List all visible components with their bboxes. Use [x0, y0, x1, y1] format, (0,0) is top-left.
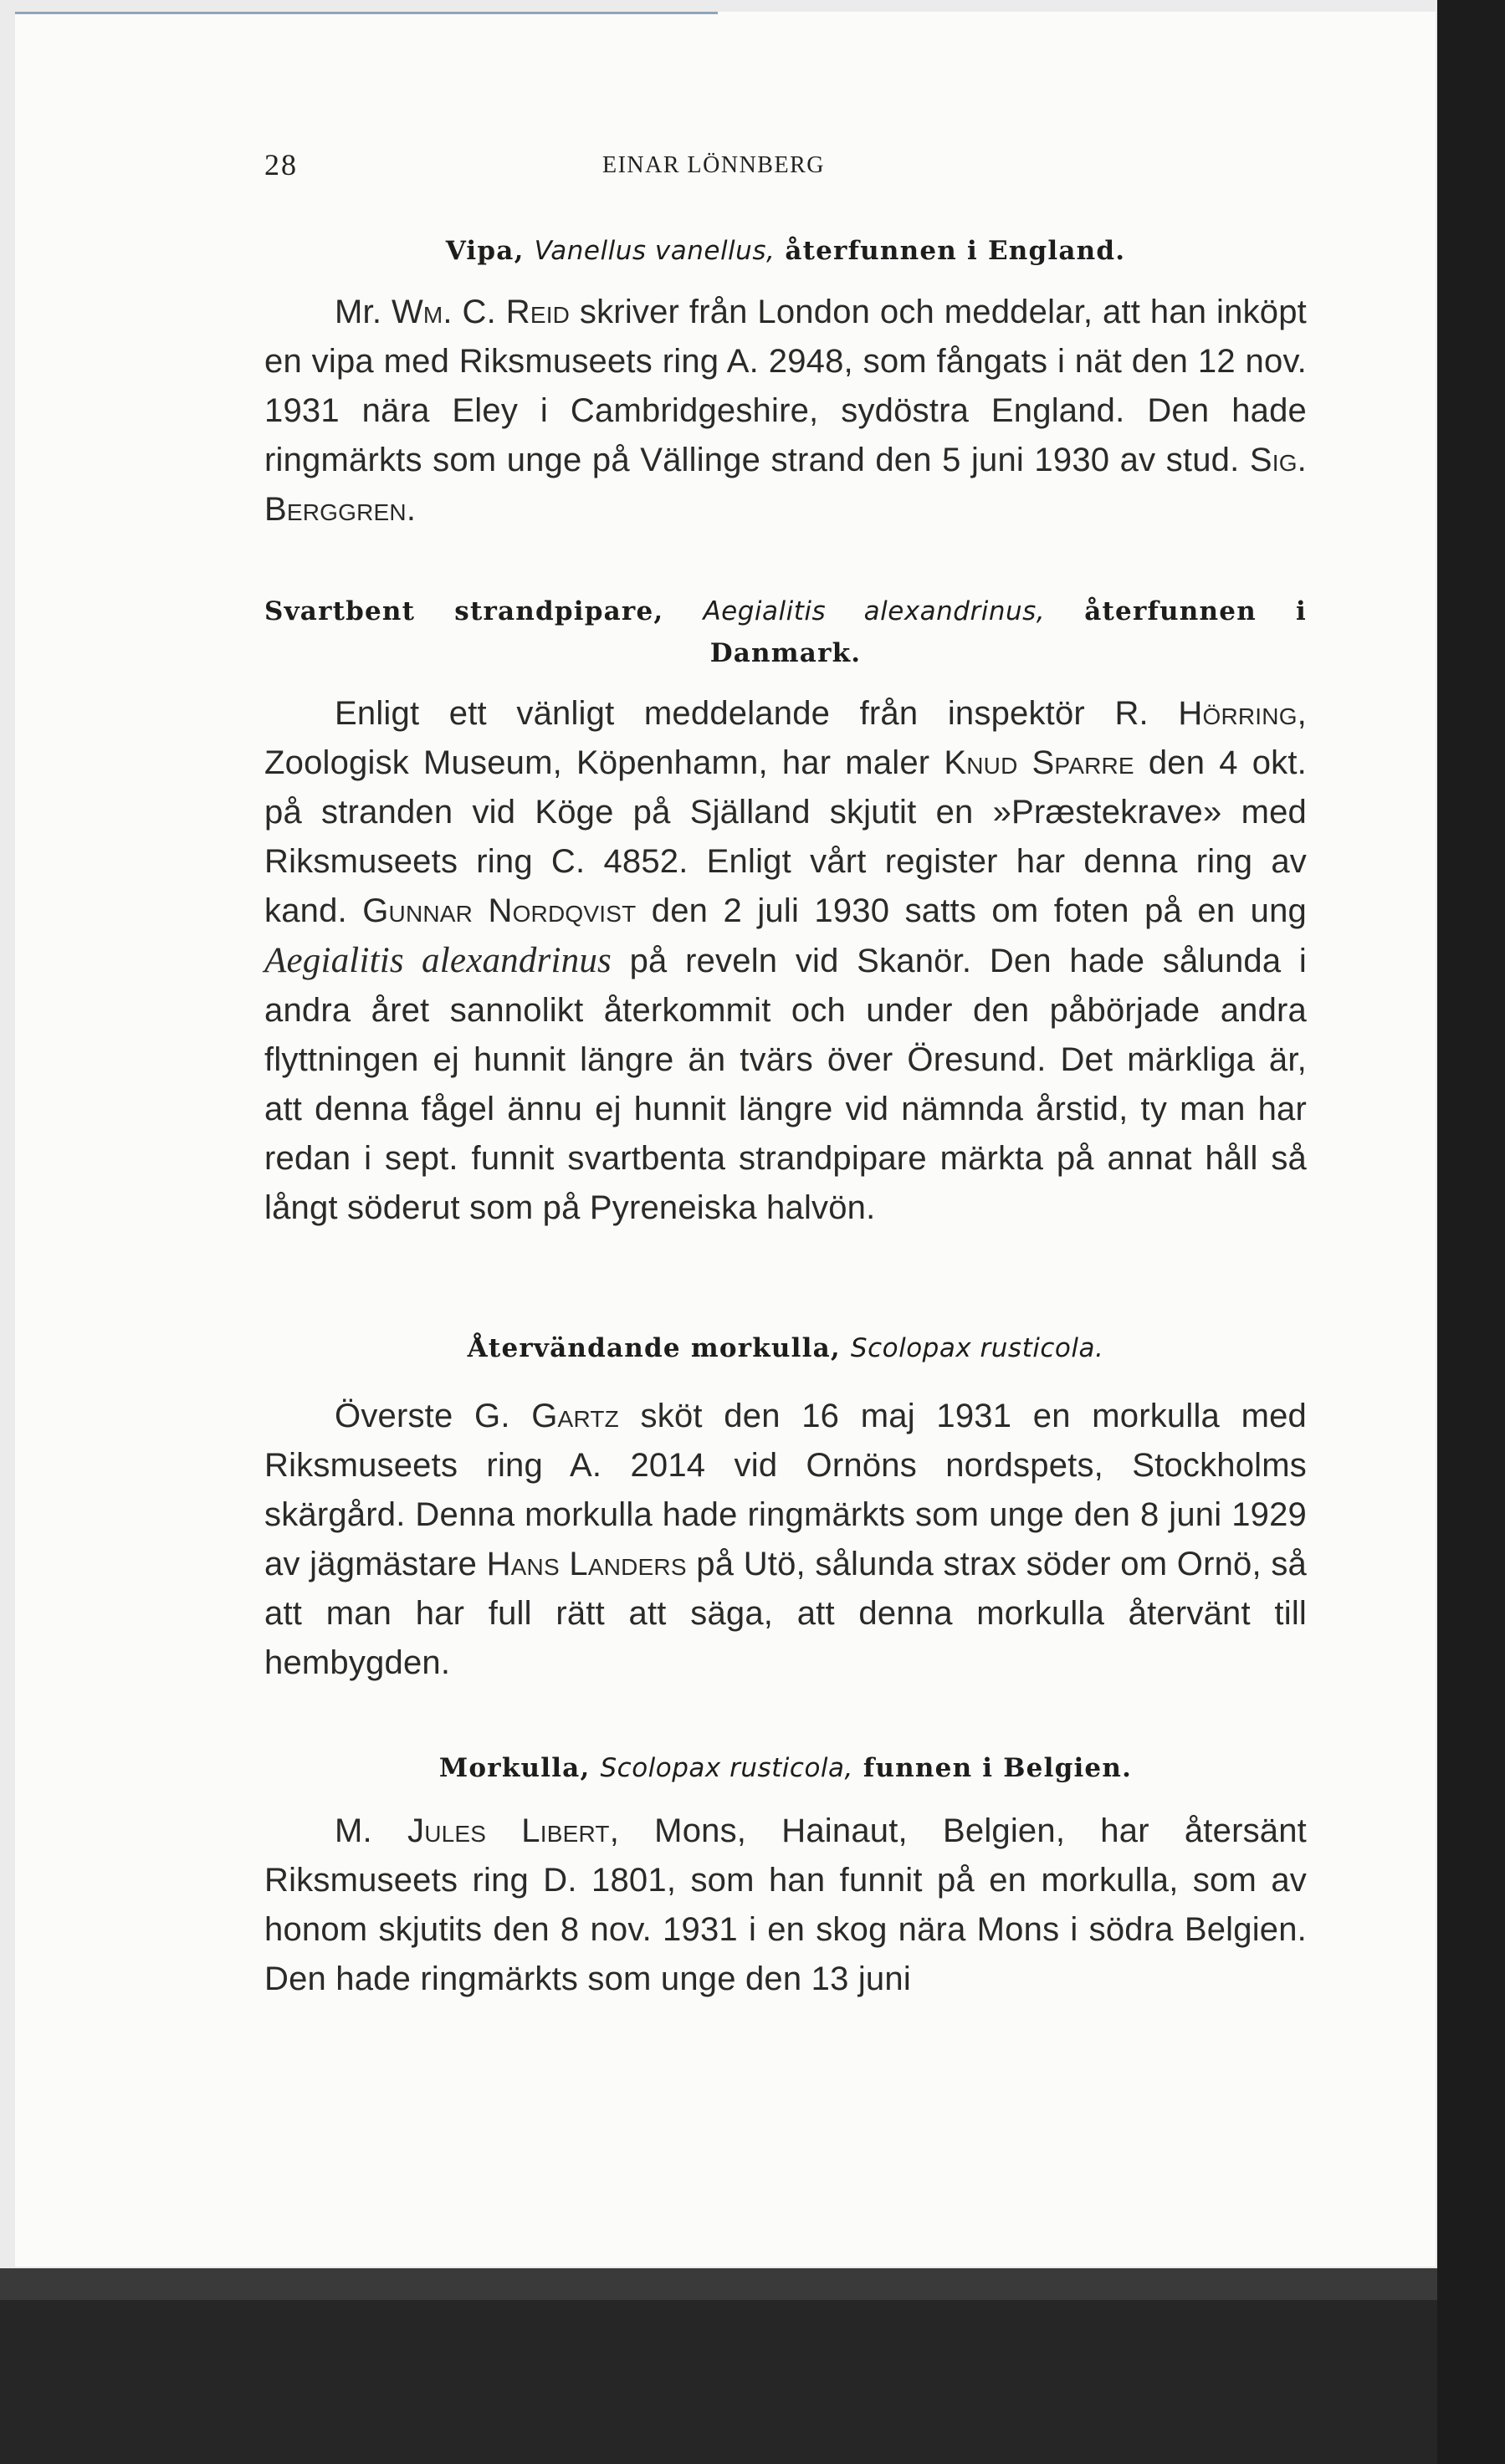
text-run: sköt den 16 maj 1931 en morkulla med Riksmuseets ring A. 2014 vid Ornöns nordspets, Stockholms skärgård. Denna morkulla hade ringmärkts som unge den 8 juni 1929 av jägmästare: [264, 1398, 1307, 1582]
section-heading: [264, 236, 1307, 266]
section-vipa: [264, 236, 1307, 266]
text-run: , Zoologisk Museum, Köpenhamn, har maler: [264, 695, 1307, 781]
text-run: Överste: [335, 1398, 475, 1434]
body-paragraph: [264, 1392, 1307, 1688]
scan-shadow-bottom: [0, 2268, 1437, 2300]
scan-dark-edge-right: [1437, 0, 1505, 2464]
body-paragraph: [264, 288, 1307, 534]
text-run: Enligt ett vänligt meddelande från inspektör: [335, 695, 1115, 732]
text-run: .: [406, 491, 417, 528]
person-name: Gunnar Nordqvist: [362, 892, 637, 929]
heading-latin-name: Scolopax rusticola,: [600, 1753, 853, 1783]
heading-text: Vipa,: [445, 236, 535, 266]
text-run: den 2 juli 1930 satts om foten på en ung: [636, 892, 1307, 929]
body-paragraph: [264, 1807, 1307, 2004]
section-vipa-body: [264, 288, 1307, 534]
heading-text: Morkulla,: [438, 1753, 601, 1783]
person-name: G. Gartz: [474, 1398, 619, 1434]
text-run: , Mons, Hainaut, Belgien, har återsänt Riksmuseets ring D. 1801, som han funnit på en morkulla, som av honom skjutits den 8 nov. 1931 i en skog nära Mons i södra Belgien. Den hade ringmärkts som unge den 13 juni: [264, 1812, 1307, 1997]
heading-text: återfunnen i England.: [775, 236, 1126, 266]
person-name: Wm. C. Reid: [391, 294, 571, 330]
heading-text: Svartbent strandpipare,: [264, 596, 704, 626]
text-run: skriver från London och meddelar, att han inköpt en vipa med Riksmuseets ring A. 2948, som fångats i nät den 12 nov. 1931 nära Eley i Cambridgeshire, sydöstra England. Den hade ringmärkts som unge på Vällinge strand den 5 juni 1930 av stud.: [264, 294, 1307, 478]
text-run: den 4 okt. på stranden vid Köge på Själland skjutit en »Præstekrave» med Riksmuseets ring C. 4852. Enligt vårt register har denna ring av kand.: [264, 744, 1307, 929]
scan-top-rule: [15, 12, 718, 14]
text-run: M.: [335, 1812, 407, 1849]
section-heading: [264, 1753, 1307, 1783]
section-morkulla-belgien: [264, 1753, 1307, 1783]
person-name: Jules Libert: [407, 1812, 610, 1849]
person-name: Hans Landers: [486, 1546, 687, 1582]
section-atervandande-body: [264, 1392, 1307, 1688]
section-morkulla-belgien-body: [264, 1807, 1307, 2004]
text-run: Mr.: [335, 294, 392, 330]
text-run: på reveln vid Skanör. Den hade sålunda i andra året sannolikt återkommit och under den påbörjade andra flyttningen ej hunnit längre än tvärs över Öresund. Det märkliga är, att denna fågel ännu ej hunnit längre vid nämnda årstid, ty man har redan i sept. funnit svartbenta strandpipare märkta på annat håll så långt söderut som på Pyreneiska halvön.: [264, 943, 1307, 1226]
page-number: 28: [264, 148, 298, 181]
heading-text: återfunnen i Danmark.: [709, 596, 1308, 668]
heading-latin-name: Vanellus vanellus,: [534, 236, 776, 266]
section-strandpipare-body: [264, 689, 1307, 1233]
heading-text: Återvändande morkulla,: [467, 1333, 851, 1363]
heading-latin-name: Aegialitis alexandrinus,: [703, 596, 1046, 626]
section-atervandande: [264, 1333, 1307, 1363]
person-name: Knud Sparre: [944, 744, 1134, 781]
body-paragraph: [264, 689, 1307, 1233]
section-heading: [264, 590, 1307, 674]
heading-text: funnen i Belgien.: [852, 1753, 1133, 1783]
section-heading: [264, 1333, 1307, 1363]
section-strandpipare: [264, 590, 1307, 674]
text-run: på Utö, sålunda strax söder om Ornö, så att man har full rätt att säga, att denna morkulla återvänt till hembygden.: [264, 1546, 1307, 1681]
person-name: Sig. Berggren: [264, 442, 1307, 528]
running-title: EINAR LÖNNBERG: [602, 152, 825, 178]
latin-name: Aegialitis alexandrinus: [264, 941, 612, 980]
person-name: R. Hörring: [1114, 695, 1298, 732]
heading-latin-name: Scolopax rusticola.: [850, 1333, 1104, 1363]
